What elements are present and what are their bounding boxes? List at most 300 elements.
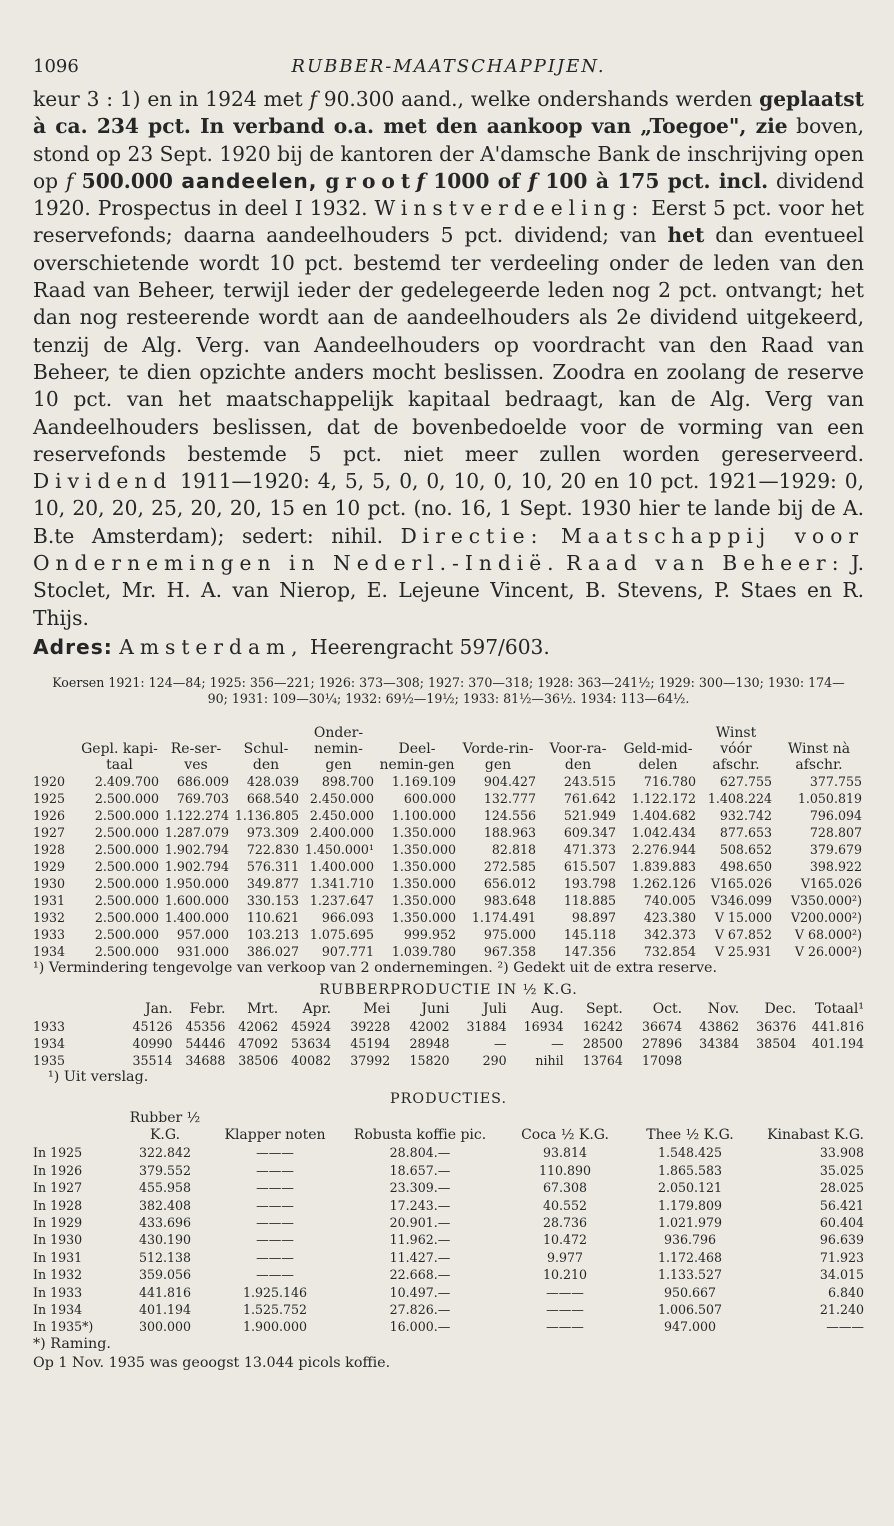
table-cell: 1929 (33, 859, 66, 875)
table-cell: In 1934 (33, 1302, 83, 1317)
florin-sign: f (65, 168, 74, 193)
table-cell: 1.174.491 (471, 910, 536, 926)
table-cell: 769.703 (176, 791, 229, 807)
table-cell: 398.922 (809, 859, 862, 875)
table-cell: 932.742 (719, 808, 772, 824)
table-cell: 272.585 (483, 859, 536, 875)
table-cell: V165.026 (800, 876, 862, 892)
table-cell: 1.100.000 (391, 808, 456, 824)
table-cell: 28.025 (819, 1180, 864, 1196)
table-cell: 1.450.000¹ (304, 842, 374, 858)
table-cell: 761.642 (563, 791, 616, 807)
table-cell: ——— (256, 1145, 294, 1161)
table-cell: In 1935*) (33, 1319, 94, 1335)
table-row (33, 841, 864, 858)
table-cell: 1.169.109 (391, 774, 456, 790)
table-cell: 668.540 (246, 791, 299, 807)
table-cell: In 1928 (33, 1197, 83, 1213)
table-cell: 931.000 (176, 944, 229, 960)
dividend-heading: Dividend (33, 469, 173, 494)
table-cell: 521.949 (563, 808, 616, 824)
text-run: keur 3 : 1) en in 1924 met (33, 87, 310, 111)
table-cell: 45126 (132, 1019, 173, 1035)
table-cell: 382.408 (138, 1197, 192, 1213)
table-cell: 1.350.000 (391, 876, 456, 892)
board-heading: Raad van Beheer: (566, 551, 845, 576)
table-cell: 93.814 (542, 1145, 588, 1161)
table-cell: 2.450.000 (309, 808, 374, 824)
table-cell: ——— (546, 1302, 584, 1317)
table-cell: 17.243.— (389, 1197, 451, 1213)
table-cell: 379.679 (809, 842, 862, 858)
profit-distribution-heading: Winstverdeeling: (374, 196, 645, 221)
table-cell: 34384 (699, 1036, 740, 1052)
table-cell: 722.830 (246, 842, 299, 858)
table-row (33, 1035, 864, 1052)
producties-table (33, 1110, 864, 1335)
table-row (33, 790, 864, 807)
text-run: 90.300 aand., welke ondershands werden (316, 87, 760, 111)
table-cell: 1928 (33, 842, 66, 858)
florin-sign: f (416, 168, 425, 193)
table-cell: V165.026 (710, 876, 772, 892)
table-cell: 38504 (756, 1036, 797, 1052)
table-row (33, 1249, 864, 1266)
table-cell: 60.404 (819, 1214, 864, 1230)
table-cell: 947.000 (663, 1319, 717, 1335)
table-cell: 1.839.883 (631, 859, 696, 875)
table-cell: 2.500.000 (94, 927, 159, 943)
table-cell: 1933 (33, 927, 66, 943)
table-cell: 145.118 (563, 927, 616, 943)
table-cell: 147.356 (563, 944, 616, 960)
table-cell: 1.525.752 (242, 1302, 308, 1317)
text-run: boven, stond op 23 Sept. 1920 bij de kantoren der A'damsche Bank de inschrijving open op (33, 114, 865, 193)
table-cell: 377.755 (809, 774, 862, 790)
table-cell: 1935 (33, 1053, 66, 1069)
share-prices: Koersen 1921: 124—84; 1925: 356—221; 1926: 373—308; 1927: 370—318; 1928: 363—241½; 1929: 300—130; 1930: 174—90; 1931: 109—30¼; 1932: 69½—19½; 1933: 81½—36½. 1934: 113—64½. (52, 674, 845, 707)
table-cell: 82.818 (491, 842, 536, 858)
table-cell: 609.347 (563, 825, 616, 841)
column-header: Vorde-rin-gen (462, 741, 534, 774)
column-header: Gepl. kapi-taal (81, 741, 158, 774)
table-row (33, 858, 864, 875)
table-cell: 1.341.710 (309, 876, 374, 892)
table-cell: 498.650 (719, 859, 772, 875)
table-cell: 96.639 (819, 1232, 864, 1248)
table-row (33, 1144, 864, 1161)
column-header: Kinabast K.G. (767, 1127, 864, 1144)
table-cell: 1.350.000 (391, 893, 456, 909)
table-cell: 23.309.— (389, 1180, 451, 1196)
table-cell: 54446 (185, 1036, 226, 1052)
table-cell: 1.006.507 (657, 1302, 723, 1317)
table-cell: 2.500.000 (94, 893, 159, 909)
producties-footnote: *) Raming. (33, 1335, 111, 1352)
table-cell: 37992 (350, 1053, 391, 1069)
table-cell: 1.136.805 (234, 808, 299, 824)
column-header: Nov. (707, 1001, 740, 1018)
page-header (33, 52, 864, 86)
table-cell: 576.311 (246, 859, 299, 875)
rubber-footnote: ¹) Uit verslag. (48, 1069, 149, 1086)
table-cell: 28948 (409, 1036, 450, 1052)
table-cell: 1.021.979 (657, 1214, 723, 1230)
text-run: Eerst 5 pct. voor het reservefonds; daarna aandeelhouders 5 pct. dividend; van (33, 196, 864, 248)
closing-note: Op 1 Nov. 1935 was geoogst 13.044 picols koffie. (33, 1354, 391, 1371)
table-cell: V 15.000 (714, 910, 772, 926)
column-header: Onder-nemin-gen (313, 725, 364, 774)
column-header: Voor-ra-den (549, 741, 607, 774)
table-cell: 1.179.809 (657, 1197, 723, 1213)
table-cell: 359.056 (138, 1267, 192, 1283)
running-title: RUBBER-MAATSCHAPPIJEN. (291, 56, 606, 77)
rubber-production-title: RUBBERPRODUCTIE IN ½ K.G. (319, 982, 578, 999)
table-cell: 973.309 (246, 825, 299, 841)
table-cell: 455.958 (138, 1180, 192, 1196)
table-cell: 43862 (699, 1019, 740, 1035)
table-row (33, 1301, 864, 1318)
table-cell: 243.515 (563, 774, 616, 790)
rubber-production-table (33, 1001, 864, 1069)
table-cell: 2.500.000 (94, 842, 159, 858)
table-cell: 18.657.— (389, 1162, 451, 1178)
column-header: Totaal¹ (814, 1001, 864, 1018)
table-cell: 1.237.647 (309, 893, 374, 909)
table-cell: 34.015 (819, 1267, 864, 1283)
table-cell: 2.450.000 (309, 791, 374, 807)
table-cell: 16.000.— (389, 1319, 451, 1335)
table-cell: 36376 (756, 1019, 797, 1035)
table-cell: 98.897 (571, 910, 616, 926)
table-cell: 56.421 (819, 1197, 864, 1213)
table-cell: 1934 (33, 1036, 66, 1052)
table-cell: 2.500.000 (94, 859, 159, 875)
table-cell: 1931 (33, 893, 66, 909)
table-cell: 796.094 (809, 808, 862, 824)
table-cell: 349.877 (246, 876, 299, 892)
table-cell: 193.798 (563, 876, 616, 892)
table-cell: 6.840 (827, 1284, 864, 1300)
table-cell: V 26.000²) (794, 944, 862, 960)
table-cell: 1925 (33, 791, 66, 807)
table-row (33, 875, 864, 892)
table-row (33, 824, 864, 841)
table-cell: In 1926 (33, 1162, 83, 1178)
table-cell (796, 1052, 864, 1069)
table-cell: 35514 (132, 1053, 173, 1069)
table-cell: 118.885 (563, 893, 616, 909)
text-run-bold: het (667, 223, 705, 248)
table-cell: 1.408.224 (707, 791, 772, 807)
table-cell: 2.500.000 (94, 808, 159, 824)
table-cell: 512.138 (138, 1249, 192, 1265)
table-cell: 11.427.— (389, 1249, 451, 1265)
table-cell: 1920 (33, 774, 66, 790)
producties-title: PRODUCTIES. (389, 1091, 507, 1108)
table-cell: 53634 (291, 1036, 332, 1052)
column-header: Mrt. (247, 1001, 279, 1018)
table-cell: 379.552 (138, 1162, 192, 1178)
column-header: Febr. (189, 1001, 226, 1018)
column-header: Dec. (764, 1001, 797, 1018)
column-header: Klapper noten (224, 1127, 326, 1144)
table-cell: 1.350.000 (391, 842, 456, 858)
column-header: Sept. (585, 1001, 623, 1018)
table-row (33, 943, 864, 960)
table-cell: 2.500.000 (94, 910, 159, 926)
table-cell: 2.500.000 (94, 825, 159, 841)
table-row (33, 1162, 864, 1179)
table-cell: 686.009 (176, 774, 229, 790)
table-row (33, 909, 864, 926)
column-header: Schul-den (243, 741, 289, 774)
table-cell: 300.000 (138, 1319, 192, 1335)
table-cell: ——— (546, 1284, 584, 1300)
address-city: Amsterdam, (119, 634, 304, 659)
column-header (33, 1001, 120, 1018)
table-cell: 1.900.000 (242, 1319, 308, 1335)
table-cell: 1.122.274 (164, 808, 229, 824)
table-cell: 1934 (33, 944, 66, 960)
financial-footnote: ¹) Vermindering tengevolge van verkoop van 2 ondernemingen. ²) Gedekt uit de extra reserve. (33, 960, 718, 977)
table-cell: 1.350.000 (391, 859, 456, 875)
table-cell: ——— (256, 1162, 294, 1178)
column-header (33, 1110, 115, 1144)
address-street: Heerengracht 597/603. (309, 634, 550, 659)
table-cell: 11.962.— (389, 1232, 451, 1248)
table-row (33, 926, 864, 943)
text-run-spaced: groot (325, 168, 417, 193)
table-cell: 9.977 (546, 1249, 584, 1265)
table-cell: 35.025 (819, 1162, 864, 1178)
table-cell: 1.075.695 (309, 927, 374, 943)
shares-heading: aandeelen, (181, 168, 318, 193)
column-header: Coca ½ K.G. (521, 1127, 609, 1144)
table-cell: In 1925 (33, 1145, 83, 1161)
table-row (33, 1018, 864, 1035)
table-cell: In 1932 (33, 1267, 83, 1283)
table-cell: V 67.852 (714, 927, 772, 943)
table-row (33, 1266, 864, 1283)
table-cell: 957.000 (176, 927, 229, 943)
column-header: Juli (483, 1001, 507, 1018)
table-cell: In 1930 (33, 1232, 83, 1248)
column-header: Winst vóór afschr. (712, 725, 760, 774)
table-cell: 967.358 (483, 944, 536, 960)
table-cell: 1.350.000 (391, 825, 456, 841)
column-header: Aug. (531, 1001, 564, 1018)
table-cell: 1.925.146 (242, 1284, 308, 1300)
text-run-bold: 1000 of (424, 168, 529, 193)
table-cell: 907.771 (321, 944, 374, 960)
table-cell: — (494, 1036, 507, 1052)
table-cell: 103.213 (246, 927, 299, 943)
table-cell: 600.000 (403, 791, 456, 807)
table-cell: 508.652 (719, 842, 772, 858)
table-cell: 1930 (33, 876, 66, 892)
table-cell: V 68.000²) (794, 927, 862, 943)
table-cell: 1.600.000 (164, 893, 229, 909)
column-header: Robusta koffie pic. (353, 1127, 487, 1144)
table-cell: V 25.931 (714, 944, 772, 960)
table-cell: 71.923 (819, 1249, 864, 1265)
table-cell: 1.902.794 (164, 842, 229, 858)
text-run-bold: geplaatst à ca. 234 pct. In verband o.a. met den aankoop van „Toegoe", zie (33, 87, 864, 139)
column-header: Thee ½ K.G. (646, 1127, 734, 1144)
table-cell: ——— (256, 1180, 294, 1196)
address-line (33, 634, 864, 661)
table-cell: In 1931 (33, 1249, 83, 1265)
table-cell: 2.050.121 (657, 1180, 723, 1196)
table-cell: 124.556 (483, 808, 536, 824)
table-cell: 1.548.425 (657, 1145, 723, 1161)
table-cell: 342.373 (643, 927, 696, 943)
table-cell: 983.648 (483, 893, 536, 909)
table-cell: 2.400.000 (309, 825, 374, 841)
company-description (33, 86, 864, 632)
column-header: Juni (421, 1001, 450, 1018)
table-cell: 1927 (33, 825, 66, 841)
table-cell: 975.000 (483, 927, 536, 943)
text-run: dan eventueel overschietende wordt 10 pct. bestemd ter verdeeling onder de leden van den Raad van Beheer, terwijl ieder der gedelegeerde leden nog 2 pct. ontvangt; het dan nog resteerende wordt aan de aandeelhouders als 2e dividend uitgekeerd, tenzij de Alg. Verg. van Aandeelhouders op voordracht van den Raad van Beheer, te dien opzichte anders mocht beslissen. Zoodra en zoolang de reserve 10 pct. van het maatschappelijk kapitaal bedraagt, kan de Alg. Verg van Aandeelhouders beslissen, dat de bovenbedoelde voor de vorming van een reservefonds bestemde 5 pct. niet meer zullen worden gereserveerd. (33, 223, 865, 466)
table-cell: 430.190 (138, 1232, 192, 1248)
table-cell: 1933 (33, 1019, 66, 1035)
table-cell: 615.507 (563, 859, 616, 875)
column-header: Geld-mid-delen (623, 741, 693, 774)
table-cell: 627.755 (719, 774, 772, 790)
address-label: Adres: (33, 634, 113, 659)
table-cell: 13764 (582, 1053, 623, 1069)
directie-heading: Directie: (400, 523, 544, 548)
table-cell: — (551, 1036, 564, 1052)
table-cell: 15820 (409, 1053, 450, 1069)
table-cell: 877.653 (719, 825, 772, 841)
table-cell: 10.210 (542, 1267, 588, 1283)
table-cell: 966.093 (321, 910, 374, 926)
table-cell: 656.012 (483, 876, 536, 892)
table-cell: 22.668.— (389, 1267, 451, 1283)
table-cell: 2.500.000 (94, 876, 159, 892)
table-cell: 716.780 (643, 774, 696, 790)
table-cell: 38506 (238, 1053, 279, 1069)
table-cell: 471.373 (563, 842, 616, 858)
table-cell: 441.816 (138, 1284, 192, 1300)
table-cell: 21.240 (819, 1302, 864, 1317)
table-cell: 401.194 (811, 1036, 864, 1052)
table-cell: 27896 (642, 1036, 683, 1052)
table-cell: 898.700 (321, 774, 374, 790)
board-members: J. Stoclet, Mr. H. A. van Nierop, E. Lejeune Vincent, B. Stevens, P. Staes en R. Thijs. (33, 551, 865, 630)
table-cell: ——— (256, 1214, 294, 1230)
table-cell: 45194 (350, 1036, 391, 1052)
table-cell: 33.908 (819, 1145, 864, 1161)
table-cell: 67.308 (542, 1180, 588, 1196)
florin-sign: f (528, 168, 537, 193)
table-cell: 1.133.527 (657, 1267, 723, 1283)
table-cell: 728.807 (809, 825, 862, 841)
table-cell: In 1933 (33, 1284, 83, 1300)
table-cell: 45924 (291, 1019, 332, 1035)
table-cell: 10.497.— (389, 1284, 451, 1300)
table-cell: 732.854 (643, 944, 696, 960)
column-header (33, 725, 78, 773)
table-row (33, 1231, 864, 1248)
table-cell: 31884 (466, 1019, 507, 1035)
table-cell: 34688 (185, 1053, 226, 1069)
text-run: dividend 1920. Prospectus in deel I 1932. (33, 168, 864, 221)
table-cell: 1.050.819 (797, 791, 862, 807)
table-cell: nihil (535, 1053, 564, 1069)
table-cell: 47092 (238, 1036, 279, 1052)
table-cell: 1.039.780 (391, 944, 456, 960)
table-cell: 40990 (132, 1036, 173, 1052)
table-cell: In 1929 (33, 1214, 83, 1230)
table-cell: V346.099 (710, 893, 772, 909)
table-cell: 132.777 (483, 791, 536, 807)
column-header: Rubber ½ K.G. (129, 1110, 201, 1144)
table-cell (739, 1052, 796, 1069)
florin-sign: f (309, 87, 317, 111)
table-cell: 1.287.079 (164, 825, 229, 841)
column-header: Re-ser-ves (170, 741, 222, 774)
column-header: Winst nà afschr. (787, 741, 851, 774)
table-row (33, 807, 864, 824)
page-number: 1096 (33, 56, 79, 77)
table-cell: ——— (256, 1232, 294, 1248)
table-cell: 40082 (291, 1053, 332, 1069)
column-header: Apr. (302, 1001, 332, 1018)
table-cell: 45356 (185, 1019, 226, 1035)
table-cell: ——— (256, 1249, 294, 1265)
table-cell: ——— (256, 1197, 294, 1213)
table-cell: 423.380 (643, 910, 696, 926)
table-cell: ——— (826, 1319, 864, 1335)
table-cell: 28.736 (542, 1214, 588, 1230)
table-cell: 1.042.434 (631, 825, 696, 841)
table-cell: 401.194 (138, 1302, 192, 1317)
table-cell: 1.950.000 (164, 876, 229, 892)
table-cell: 428.039 (246, 774, 299, 790)
table-cell: 2.409.700 (94, 774, 159, 790)
text-run-bold: 500.000 (73, 168, 182, 193)
table-cell: 904.427 (483, 774, 536, 790)
column-header: Deel-nemin-gen (379, 741, 455, 774)
table-cell: 441.816 (811, 1019, 864, 1035)
table-cell: 1.350.000 (391, 910, 456, 926)
table-cell: 27.826.— (389, 1302, 451, 1317)
table-cell: 2.276.944 (631, 842, 696, 858)
financial-table (33, 725, 864, 960)
table-cell: 28.804.— (389, 1145, 451, 1161)
table-cell: In 1927 (33, 1180, 83, 1196)
table-cell: 1.404.682 (631, 808, 696, 824)
table-cell: 16934 (523, 1019, 564, 1035)
text-run: 1911—1920: 4, 5, 5, 0, 0, 10, 0, 10, 20 en 10 pct. 1921—1929: 0, 10, 20, 20, 25, 20, 20, 15 en 10 pct. (no. 16, 1 Sept. 1930 hier te lande bij de A. B.te Amsterdam); sedert: nihil. (33, 469, 864, 548)
table-cell: 10.472 (542, 1232, 588, 1248)
table-cell: 1.400.000 (164, 910, 229, 926)
table-row (33, 1214, 864, 1231)
table-cell: 20.901.— (389, 1214, 451, 1230)
table-row (33, 892, 864, 909)
table-cell: 433.696 (138, 1214, 192, 1230)
column-header: Oct. (652, 1001, 683, 1018)
table-cell: 40.552 (542, 1197, 588, 1213)
table-row (33, 773, 864, 790)
table-cell: 936.796 (663, 1232, 717, 1248)
table-cell: 322.842 (138, 1145, 192, 1161)
table-cell: 28500 (582, 1036, 623, 1052)
